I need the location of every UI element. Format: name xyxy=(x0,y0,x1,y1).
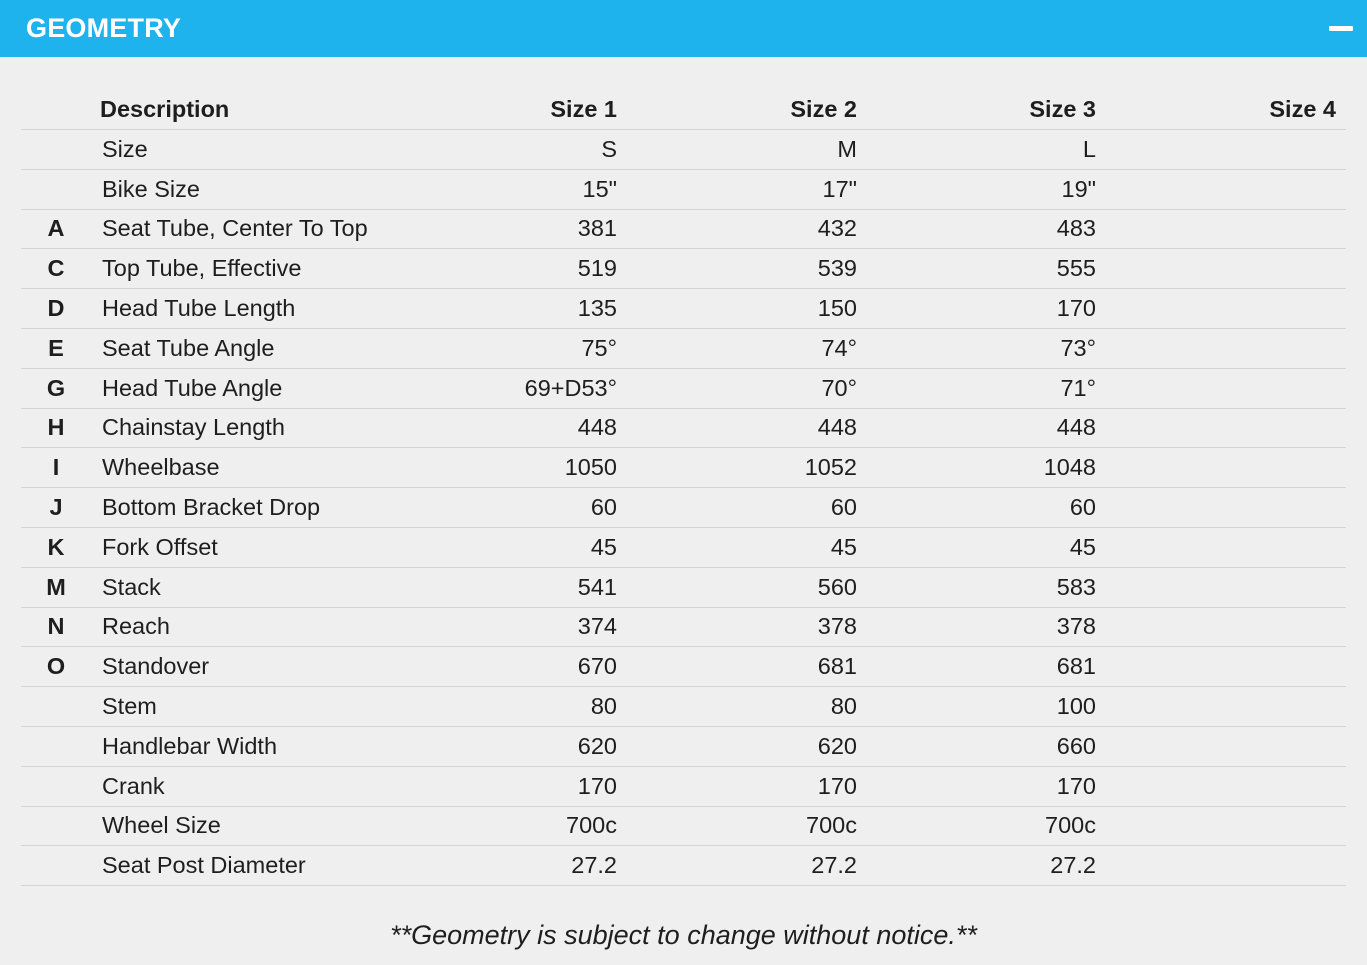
size-1-value: 519 xyxy=(577,255,617,282)
column-header-size-2: Size 2 xyxy=(790,96,857,122)
table-row xyxy=(21,249,1346,289)
size-3-value: 583 xyxy=(1056,573,1096,600)
table-row xyxy=(21,289,1346,329)
size-2-value: M xyxy=(837,135,857,162)
row-description: Bottom Bracket Drop xyxy=(102,494,321,521)
row-letter: I xyxy=(52,454,60,481)
size-1-value: 381 xyxy=(577,215,617,242)
table-row xyxy=(21,488,1346,528)
size-2-value: 700c xyxy=(806,812,857,839)
size-1-value: 80 xyxy=(590,693,617,720)
size-2-value: 560 xyxy=(817,573,857,600)
row-description: Stem xyxy=(102,693,157,720)
row-description: Size xyxy=(102,135,148,162)
table-row xyxy=(21,369,1346,409)
size-2-value: 170 xyxy=(817,772,857,799)
row-letter: E xyxy=(48,334,64,361)
size-3-value: 27.2 xyxy=(1050,852,1096,879)
row-letter xyxy=(21,130,91,169)
row-description: Seat Tube, Center To Top xyxy=(102,215,368,242)
row-letter: A xyxy=(47,215,65,242)
column-header-size-4: Size 4 xyxy=(1269,96,1336,122)
row-letter xyxy=(21,767,91,806)
row-description: Bike Size xyxy=(102,175,200,202)
size-1-value: 45 xyxy=(590,533,617,560)
row-description: Wheel Size xyxy=(102,812,221,839)
size-3-value: 555 xyxy=(1056,255,1096,282)
table-row xyxy=(21,528,1346,568)
table-row xyxy=(21,846,1346,886)
size-3-value: 73° xyxy=(1060,334,1096,361)
column-header-description: Description xyxy=(100,96,230,122)
size-2-value: 27.2 xyxy=(811,852,857,879)
size-2-value: 432 xyxy=(817,215,857,242)
column-header-size-1: Size 1 xyxy=(550,96,617,122)
table-row xyxy=(21,130,1346,170)
size-1-value: 1050 xyxy=(564,454,617,481)
row-letter: J xyxy=(49,494,63,521)
row-letter xyxy=(21,687,91,726)
row-letter xyxy=(21,170,91,209)
geometry-header[interactable] xyxy=(0,0,1367,57)
table-row xyxy=(21,329,1346,369)
size-3-value: 700c xyxy=(1045,812,1096,839)
size-3-value: 45 xyxy=(1069,533,1096,560)
size-3-value: 100 xyxy=(1056,693,1096,720)
size-1-value: 620 xyxy=(577,732,617,759)
size-2-value: 80 xyxy=(830,693,857,720)
size-3-value: 681 xyxy=(1056,653,1096,680)
size-1-value: 27.2 xyxy=(571,852,617,879)
size-2-value: 1052 xyxy=(804,454,857,481)
row-letter: K xyxy=(47,533,65,560)
minus-icon xyxy=(1329,26,1353,31)
size-3-value: 71° xyxy=(1060,374,1096,401)
size-2-value: 70° xyxy=(821,374,857,401)
row-description: Chainstay Length xyxy=(102,414,285,441)
size-2-value: 539 xyxy=(817,255,857,282)
table-row xyxy=(21,687,1346,727)
row-letter: O xyxy=(46,653,66,680)
table-row xyxy=(21,647,1346,687)
row-description: Standover xyxy=(102,653,210,680)
size-2-value: 378 xyxy=(817,613,857,640)
table-row xyxy=(21,409,1346,449)
geometry-table xyxy=(21,90,1346,886)
table-row xyxy=(21,170,1346,210)
size-3-value: 483 xyxy=(1056,215,1096,242)
row-letter: M xyxy=(46,573,66,600)
row-letter xyxy=(21,727,91,766)
size-3-value: 1048 xyxy=(1043,454,1096,481)
row-letter xyxy=(21,807,91,846)
table-header-row xyxy=(21,90,1346,130)
row-letter: G xyxy=(46,374,66,401)
row-description: Fork Offset xyxy=(102,533,218,560)
size-2-value: 448 xyxy=(817,414,857,441)
table-row xyxy=(21,807,1346,847)
size-1-value: 541 xyxy=(577,573,617,600)
collapse-button[interactable] xyxy=(1321,14,1361,44)
geometry-disclaimer: **Geometry is subject to change without notice.** xyxy=(390,920,977,950)
row-description: Crank xyxy=(102,772,165,799)
size-1-value: 700c xyxy=(566,812,617,839)
size-3-value: 448 xyxy=(1056,414,1096,441)
row-description: Handlebar Width xyxy=(102,732,278,759)
table-row xyxy=(21,568,1346,608)
table-row xyxy=(21,608,1346,648)
letter-header xyxy=(21,90,91,129)
table-row xyxy=(21,727,1346,767)
size-3-value: 170 xyxy=(1056,295,1096,322)
size-1-value: 15" xyxy=(582,175,617,202)
size-2-value: 681 xyxy=(817,653,857,680)
size-2-value: 74° xyxy=(821,334,857,361)
row-letter: C xyxy=(47,255,65,282)
size-2-value: 60 xyxy=(830,494,857,521)
size-3-value: 170 xyxy=(1056,772,1096,799)
row-description: Head Tube Length xyxy=(102,295,296,322)
row-description: Head Tube Angle xyxy=(102,374,283,401)
size-1-value: 374 xyxy=(577,613,617,640)
size-2-value: 45 xyxy=(830,533,857,560)
size-1-value: 670 xyxy=(577,653,617,680)
size-1-value: 60 xyxy=(590,494,617,521)
size-1-value: 75° xyxy=(581,334,617,361)
column-header-size-3: Size 3 xyxy=(1029,96,1096,122)
size-3-value: 60 xyxy=(1069,494,1096,521)
size-3-value: 660 xyxy=(1056,732,1096,759)
size-2-value: 620 xyxy=(817,732,857,759)
size-1-value: 69+D53° xyxy=(524,374,617,401)
row-letter: D xyxy=(47,295,65,322)
section-title: GEOMETRY xyxy=(26,13,182,43)
size-1-value: S xyxy=(601,135,617,162)
row-description: Seat Tube Angle xyxy=(102,334,275,361)
row-description: Reach xyxy=(102,613,170,640)
table-body xyxy=(21,130,1346,886)
table-row xyxy=(21,767,1346,807)
row-letter: N xyxy=(47,613,65,640)
row-letter: H xyxy=(47,414,65,441)
table-row xyxy=(21,210,1346,250)
size-2-value: 17" xyxy=(822,175,857,202)
row-description: Stack xyxy=(102,573,161,600)
size-1-value: 170 xyxy=(577,772,617,799)
size-3-value: L xyxy=(1082,135,1096,162)
row-letter xyxy=(21,846,91,885)
size-1-value: 448 xyxy=(577,414,617,441)
size-3-value: 19" xyxy=(1061,175,1096,202)
table-row xyxy=(21,448,1346,488)
row-description: Top Tube, Effective xyxy=(102,255,302,282)
size-1-value: 135 xyxy=(577,295,617,322)
row-description: Wheelbase xyxy=(102,454,220,481)
size-2-value: 150 xyxy=(817,295,857,322)
row-description: Seat Post Diameter xyxy=(102,852,306,879)
size-3-value: 378 xyxy=(1056,613,1096,640)
